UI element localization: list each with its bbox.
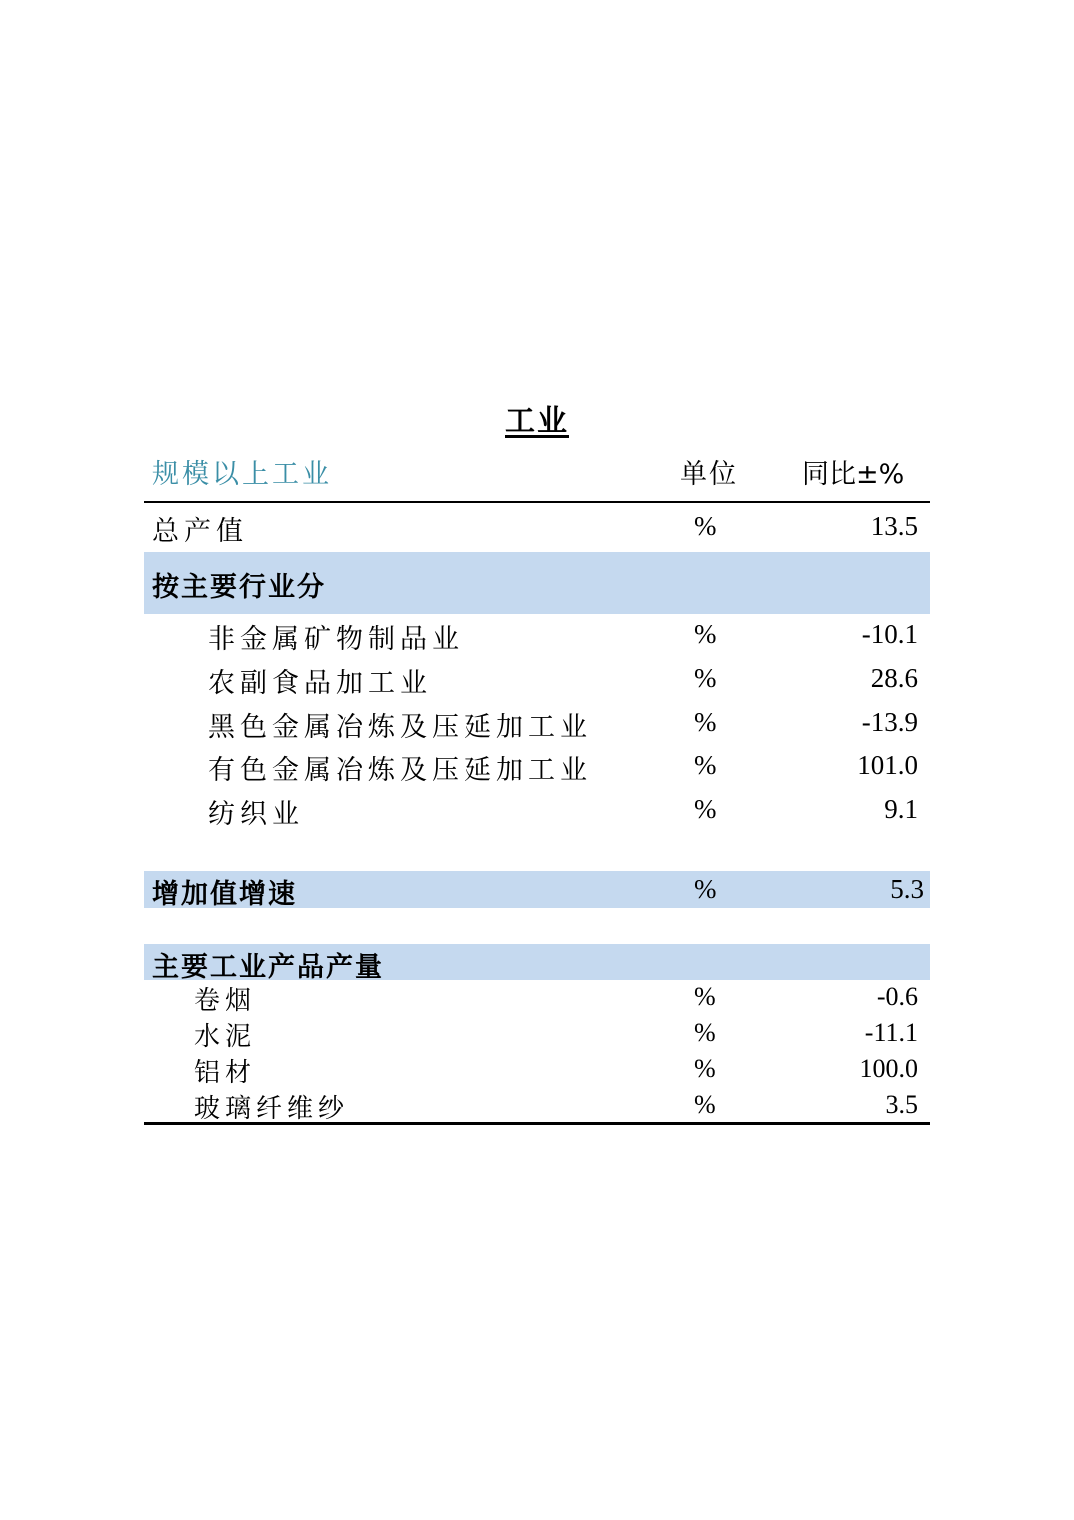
row-value: 3.5	[885, 1090, 918, 1119]
row-label: 农副食品加工业	[208, 668, 432, 699]
row-value: 13.5	[870, 511, 918, 541]
row-value: -10.1	[861, 619, 918, 649]
row-value: -11.1	[864, 1018, 918, 1047]
table-row	[144, 705, 930, 749]
group-heading-label: 主要工业产品产量	[152, 952, 384, 983]
table-row-total	[144, 503, 930, 551]
table-bottom-border	[144, 1122, 930, 1125]
table-row	[144, 792, 930, 836]
row-unit: %	[694, 794, 717, 824]
row-unit: %	[694, 619, 717, 649]
row-label: 水泥	[194, 1022, 257, 1052]
row-label: 铝材	[194, 1058, 257, 1088]
row-unit: %	[694, 1054, 716, 1083]
table-row-value-added	[144, 871, 930, 908]
table-row	[144, 1016, 930, 1052]
table-row	[144, 661, 930, 705]
row-unit: %	[694, 663, 717, 693]
row-unit: %	[694, 1090, 716, 1119]
yoy-column-header: 同比±%	[802, 459, 905, 490]
row-value: 28.6	[870, 663, 918, 693]
row-unit: %	[694, 750, 717, 780]
row-label: 有色金属冶炼及压延加工业	[208, 755, 592, 786]
table-row	[144, 980, 930, 1016]
table-row	[144, 617, 930, 661]
row-label: 卷烟	[194, 986, 257, 1016]
row-value: -0.6	[876, 982, 918, 1011]
table-row	[144, 748, 930, 792]
row-value: 9.1	[884, 794, 918, 824]
row-label: 非金属矿物制品业	[208, 624, 464, 655]
table-row	[144, 1052, 930, 1088]
row-value: 100.0	[859, 1054, 918, 1083]
row-unit: %	[694, 1018, 716, 1047]
group-heading-label: 按主要行业分	[152, 572, 326, 603]
row-unit: %	[694, 982, 716, 1011]
row-value: 101.0	[857, 750, 918, 780]
row-label: 玻璃纤维纱	[194, 1094, 350, 1124]
group-heading-products	[144, 944, 930, 983]
row-value: 5.3	[890, 874, 924, 904]
row-label: 总产值	[152, 516, 248, 547]
row-label: 增加值增速	[152, 879, 297, 910]
table-header	[144, 446, 930, 503]
row-unit: %	[694, 707, 717, 737]
section-title: 规模以上工业	[152, 459, 332, 490]
table-row	[144, 1088, 930, 1122]
unit-column-header: 单位	[680, 459, 738, 490]
page-title: 工业	[505, 404, 569, 439]
row-unit: %	[694, 511, 717, 541]
row-label: 黑色金属冶炼及压延加工业	[208, 712, 592, 743]
row-label: 纺织业	[208, 799, 304, 830]
row-unit: %	[694, 874, 717, 904]
group-heading-industry	[144, 552, 930, 614]
row-value: -13.9	[861, 707, 918, 737]
